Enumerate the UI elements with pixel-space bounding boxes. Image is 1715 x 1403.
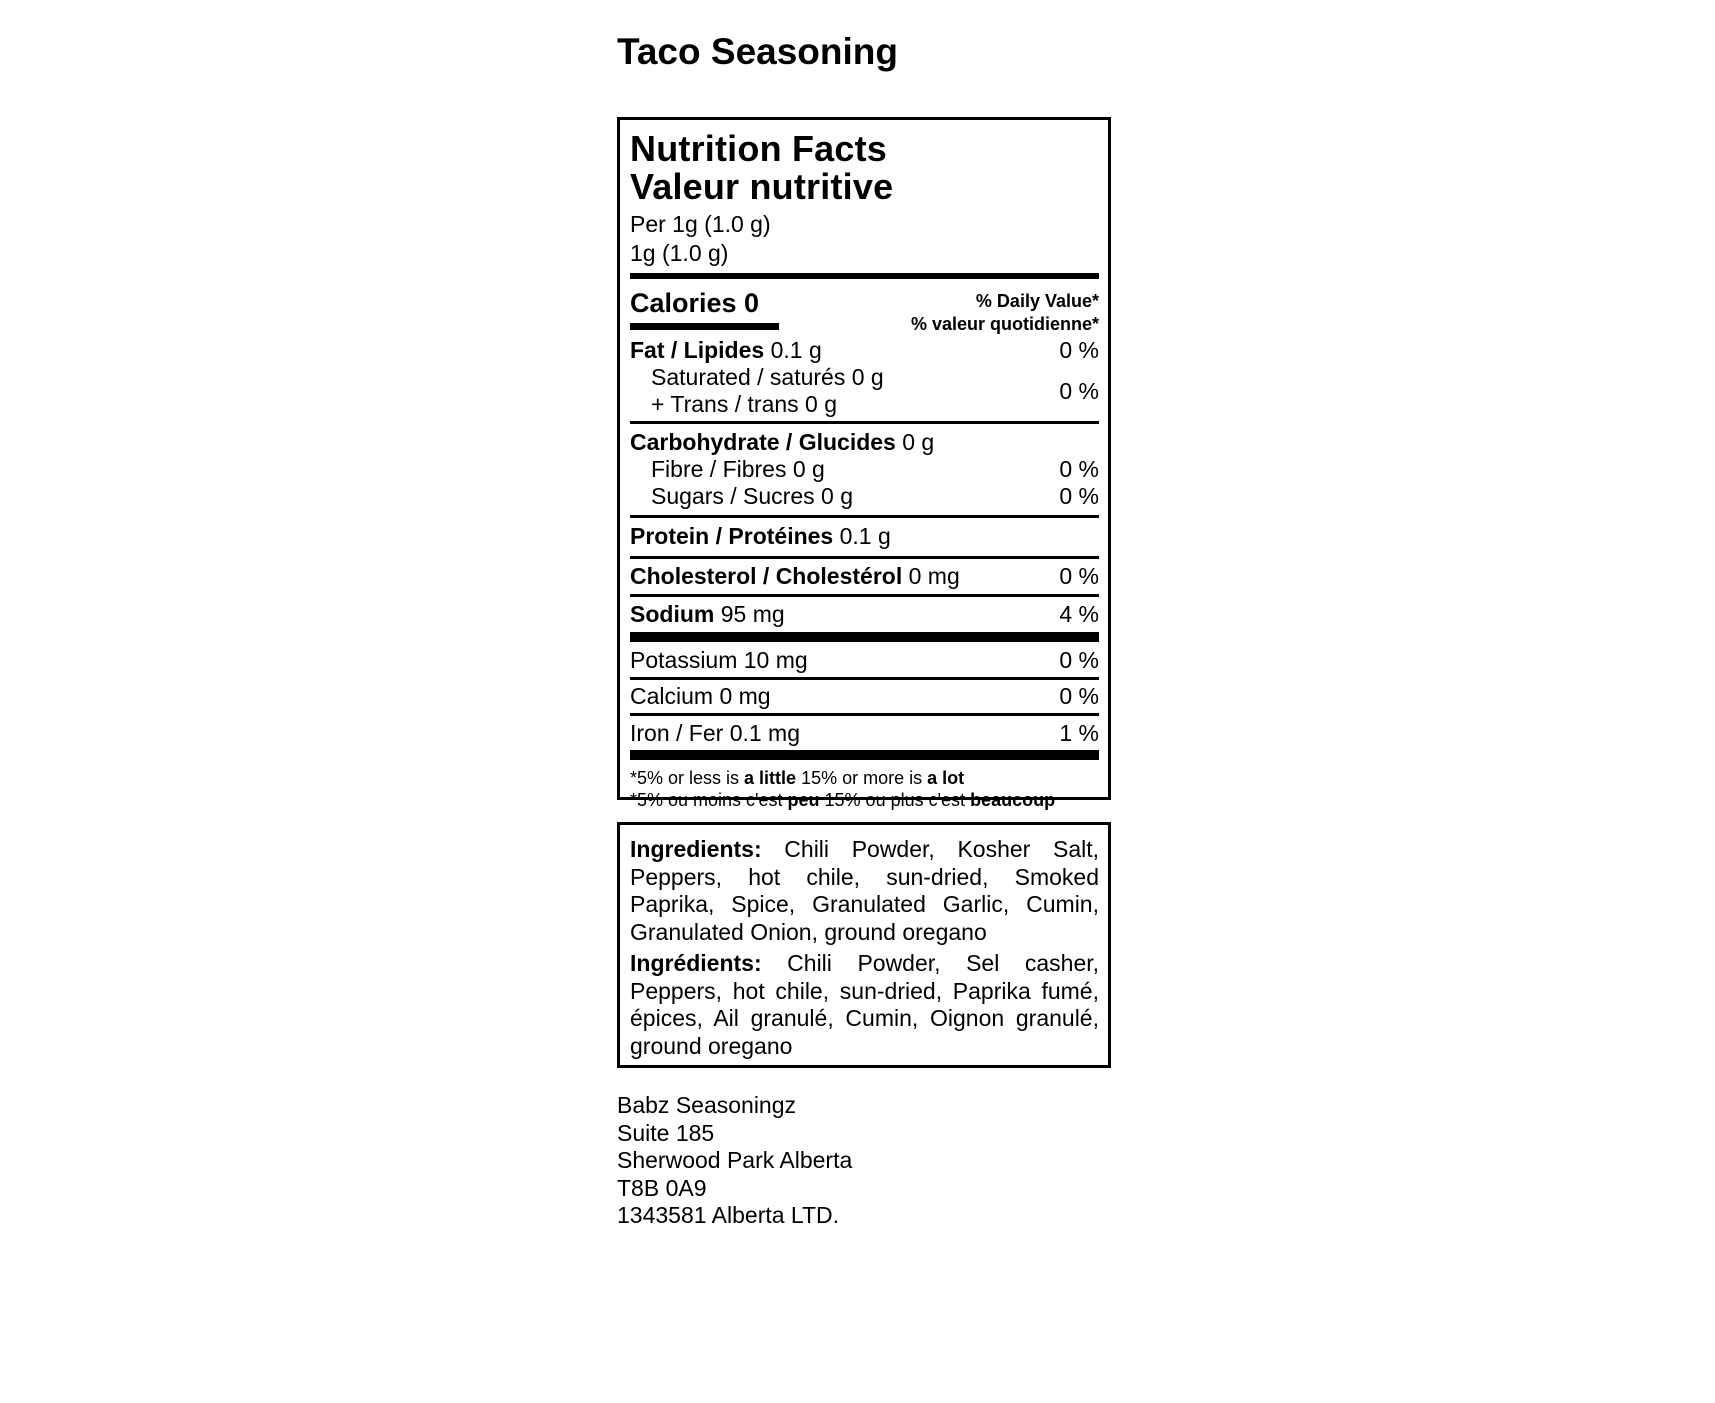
- cholesterol-label: Cholesterol / Cholestérol: [630, 563, 903, 589]
- footnote-fr-peu: peu: [787, 790, 820, 810]
- footnote-fr-mid: 15% ou plus c'est: [819, 790, 971, 810]
- ingredients-en-text: Chili Powder, Kosher Salt, Peppers, hot chile, sun-dried, Smoked Paprika, Spice, Granulated Garlic, Cumin, Granulated Onion, ground oregano: [630, 836, 1100, 945]
- daily-value-header: [911, 290, 1099, 336]
- ingredients-fr: [630, 950, 1099, 1060]
- calcium-pct: 0 %: [1059, 683, 1099, 709]
- product-title: Taco Seasoning: [617, 31, 898, 72]
- carbohydrate-row: [630, 429, 1099, 456]
- iron-label: Iron / Fer 0.1 mg: [630, 720, 801, 746]
- divider: [630, 677, 1099, 680]
- footnote-en-lot: a lot: [927, 768, 965, 788]
- footnote-en-mid: 15% or more is: [796, 768, 928, 788]
- divider-heavy: [630, 750, 1099, 760]
- sodium-row: [630, 601, 1099, 628]
- nutrition-heading-fr: Valeur nutritive: [630, 166, 894, 207]
- manufacturer-address: [617, 1092, 852, 1230]
- saturated-trans-row: [630, 364, 1099, 418]
- iron-pct: 1 %: [1059, 720, 1099, 746]
- sugars-row: [630, 483, 1099, 510]
- address-line1: Babz Seasoningz: [617, 1092, 797, 1118]
- address-line3: Sherwood Park Alberta: [617, 1147, 853, 1173]
- fibre-label: Fibre / Fibres 0 g: [651, 456, 825, 482]
- potassium-row: [630, 647, 1099, 674]
- nutrition-heading-en: Nutrition Facts: [630, 128, 888, 169]
- potassium-pct: 0 %: [1059, 647, 1099, 673]
- cholesterol-row: [630, 563, 1099, 590]
- calcium-row: [630, 683, 1099, 710]
- footnote-fr-beaucoup: beaucoup: [970, 790, 1056, 810]
- divider: [630, 421, 1099, 424]
- fibre-row: [630, 456, 1099, 483]
- fat-pct: 0 %: [1059, 337, 1099, 363]
- protein-row: [630, 523, 1099, 550]
- ingredients-fr-label: Ingrédients:: [630, 950, 762, 976]
- saturated-trans-pct: 0 %: [1059, 378, 1099, 404]
- ingredients-en: [630, 836, 1099, 946]
- divider: [630, 713, 1099, 716]
- nutrition-facts-table: [617, 117, 1111, 810]
- fat-row: [630, 337, 1099, 364]
- calories-underline: [630, 323, 779, 330]
- protein-label: Protein / Protéines: [630, 523, 834, 549]
- ingredients-en-label: Ingredients:: [630, 836, 762, 862]
- cholesterol-amount: 0 mg: [908, 563, 960, 589]
- sodium-label: Sodium: [630, 601, 715, 627]
- divider: [630, 515, 1099, 518]
- daily-value-en: % Daily Value*: [975, 291, 1099, 311]
- calories-label: Calories 0: [630, 288, 760, 318]
- sodium-pct: 4 %: [1059, 601, 1099, 627]
- trans-label: + Trans / trans 0 g: [651, 391, 838, 417]
- address-line5: 1343581 Alberta LTD.: [617, 1202, 840, 1228]
- address-line4: T8B 0A9: [617, 1174, 707, 1201]
- sugars-label: Sugars / Sucres 0 g: [651, 483, 853, 509]
- ingredients-fr-text: Chili Powder, Sel casher, Peppers, hot chile, sun-dried, Paprika fumé, épices, Ail granulé, Cumin, Oignon granulé, ground oregano: [630, 950, 1100, 1059]
- fibre-pct: 0 %: [1059, 456, 1099, 482]
- footnote-fr-pre: *5% ou moins c'est: [630, 790, 788, 810]
- sodium-amount: 95 mg: [720, 601, 785, 627]
- serving-size-line1: Per 1g (1.0 g): [630, 211, 771, 237]
- protein-amount: 0.1 g: [839, 523, 891, 549]
- divider-heavy: [630, 632, 1099, 642]
- address-line2: Suite 185: [617, 1119, 715, 1146]
- potassium-label: Potassium 10 mg: [630, 647, 808, 673]
- calcium-label: Calcium 0 mg: [630, 683, 771, 709]
- divider: [630, 594, 1099, 597]
- footnote-en-pre: *5% or less is: [630, 768, 745, 788]
- carbohydrate-label: Carbohydrate / Glucides: [630, 429, 896, 455]
- cholesterol-pct: 0 %: [1059, 563, 1099, 589]
- carbohydrate-amount: 0 g: [902, 429, 935, 455]
- calories-row: [630, 279, 1099, 338]
- serving-size-line2: 1g (1.0 g): [630, 240, 729, 266]
- daily-value-fr: % valeur quotidienne*: [910, 314, 1099, 334]
- fat-amount: 0.1 g: [770, 337, 822, 363]
- footnote-fr: [630, 789, 1099, 811]
- footnote-en: [630, 767, 1099, 789]
- fat-label: Fat / Lipides: [630, 337, 765, 363]
- sugars-pct: 0 %: [1059, 483, 1099, 509]
- saturated-label: Saturated / saturés 0 g: [651, 364, 884, 390]
- iron-row: [630, 720, 1099, 747]
- footnote-en-little: a little: [744, 768, 797, 788]
- divider: [630, 556, 1099, 559]
- ingredients-box: [617, 822, 1111, 1068]
